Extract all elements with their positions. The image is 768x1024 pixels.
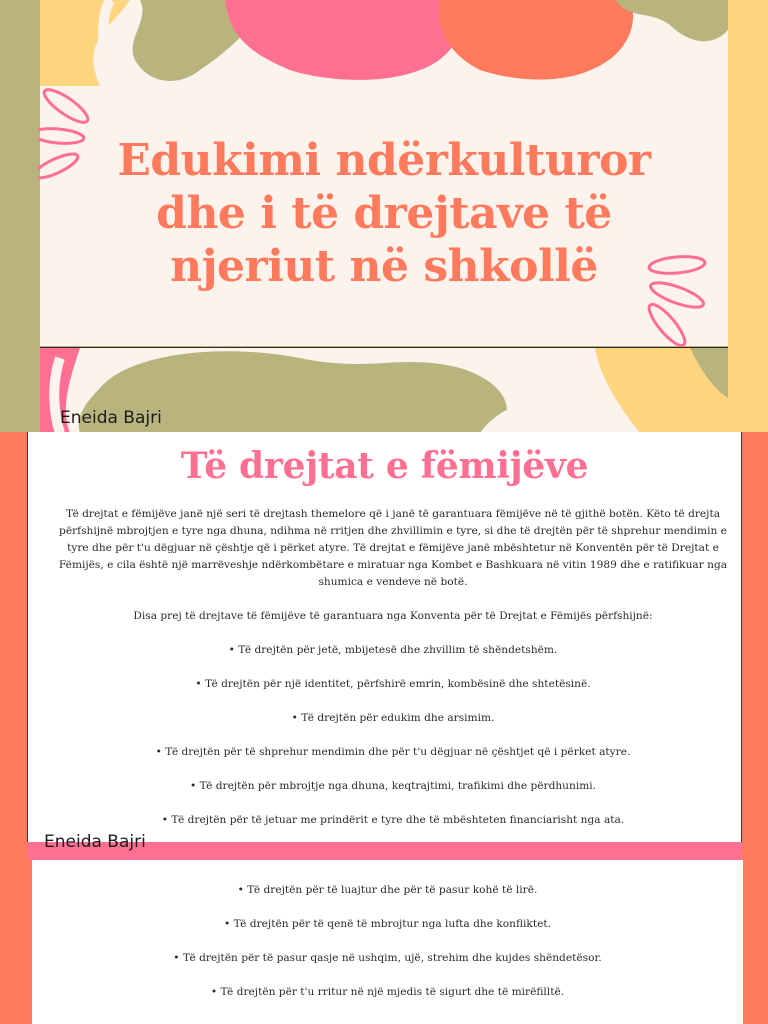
cover-author: Eneida Bajri bbox=[60, 408, 162, 428]
rights-item: • Të drejtën për mbrojtje nga dhuna, keqtrajtimi, trafikimi dhe përdhunimi. bbox=[189, 780, 597, 792]
cover-right-strip bbox=[728, 0, 768, 432]
rights-slide bbox=[0, 432, 768, 860]
rights-author: Eneida Bajri bbox=[44, 832, 146, 852]
rights-title: Të drejtat e fëmijëve bbox=[180, 445, 589, 487]
rights-item: • Të drejtën për të jetuar me prindërit e tyre dhe të mbështeten financiarisht nga ata. bbox=[161, 814, 625, 826]
cover-title-line: njeriut në shkollë bbox=[170, 241, 598, 292]
continuation-item: • Të drejtën për t'u rritur në një mjedis të sigurt dhe të mirëfilltë. bbox=[210, 986, 565, 998]
cover-slide bbox=[0, 0, 768, 432]
rights-item: • Të drejtën për edukim dhe arsimim. bbox=[291, 712, 495, 724]
rights-lead: Disa prej të drejtave të fëmijëve të garantuara nga Konventa për të Drejtat e Fëmijës përfshijnë: bbox=[133, 610, 653, 622]
rights-intro: Të drejtat e fëmijëve janë një seri të drejtash themelore që i janë të garantuara fëmijëve në të gjithë botën. Këto të drejta përfshijnë mbrojtjen e tyre nga dhuna, ndihma në rritjen dhe zhvillimin e tyre, si dhe të drejtën për të shprehur mendimin e tyre dhe për t'u dëgjuar në çështje që i përket atyre. Të drejtat e fëmijëve janë mbështetur në Konventën për të Drejtat e Fëmijës, e cila është një marrëveshje ndërkombëtare e miratuar nga Kombet e Bashkuara në vitin 1989 dhe e ratifikuar nga shumica e vendeve në botë. bbox=[58, 508, 728, 588]
rights-item: • Të drejtën për të shprehur mendimin dhe për t'u dëgjuar në çështjet që i përket atyre. bbox=[155, 746, 631, 758]
rights-body bbox=[50, 506, 736, 846]
continuation-body bbox=[32, 882, 743, 1018]
cover-top-decoration bbox=[40, 0, 728, 87]
cover-title-line: Edukimi ndërkulturor bbox=[117, 135, 651, 186]
continuation-item: • Të drejtën për të luajtur dhe për të pasur kohë të lirë. bbox=[237, 884, 538, 896]
continuation-slide bbox=[0, 860, 768, 1024]
continuation-item: • Të drejtën për të pasur qasje në ushqim, ujë, strehim dhe kujdes shëndetësor. bbox=[173, 952, 602, 964]
rights-item: • Të drejtën për jetë, mbijetesë dhe zhvillim të shëndetshëm. bbox=[228, 644, 558, 656]
rights-item: • Të drejtën për një identitet, përfshirë emrin, kombësinë dhe shtetësinë. bbox=[195, 678, 591, 690]
abstract-shapes-top bbox=[40, 0, 728, 86]
continuation-item: • Të drejtën për të qenë të mbrojtur nga lufta dhe konfliktet. bbox=[223, 918, 551, 930]
cover-title bbox=[40, 134, 728, 293]
cover-title-line: dhe i të drejtave të bbox=[156, 188, 612, 239]
